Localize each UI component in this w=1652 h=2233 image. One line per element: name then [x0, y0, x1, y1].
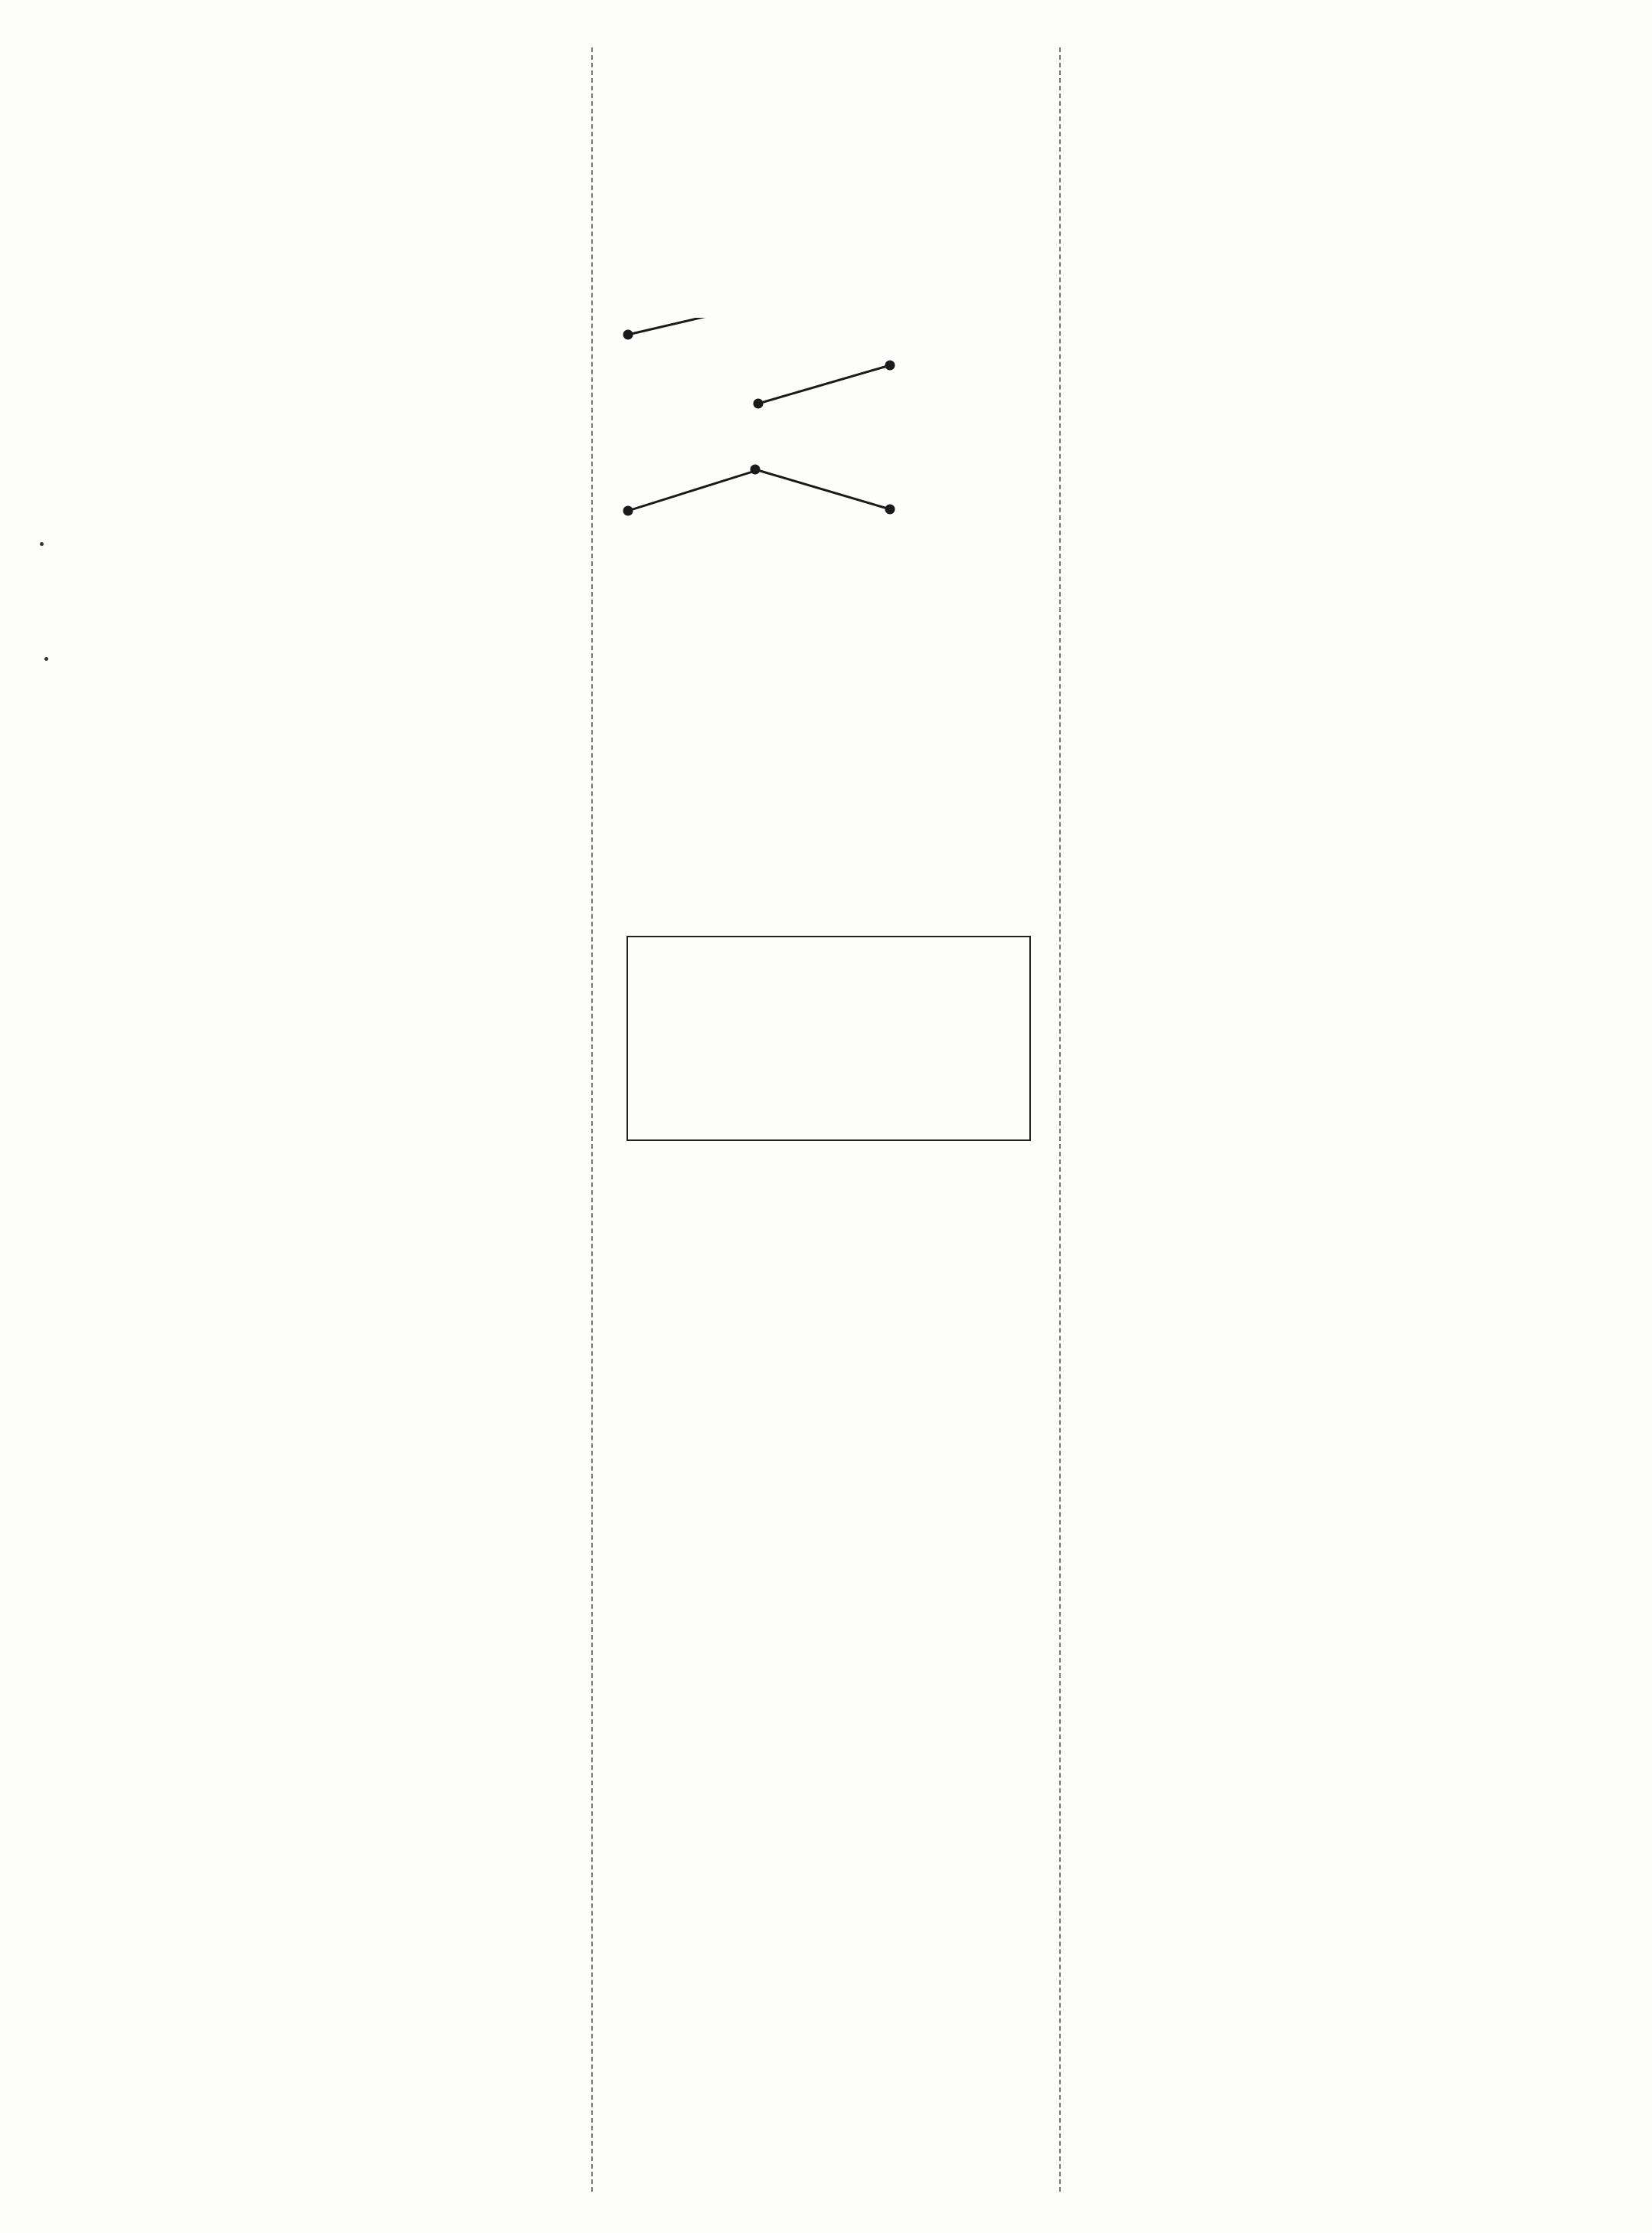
match-dot [754, 400, 762, 407]
match-line [758, 365, 890, 404]
scan-speck [40, 542, 44, 546]
match-dot [624, 507, 632, 515]
match-dot [886, 505, 894, 513]
scan-speck [44, 657, 48, 661]
match-line [755, 469, 890, 509]
matching-exercise-space [605, 52, 1051, 270]
notice-box [626, 936, 1031, 1141]
match-dot [624, 331, 632, 338]
match-dot [751, 466, 759, 473]
match-line [628, 469, 760, 511]
column-divider-left [591, 47, 593, 2192]
matching-lines-figure [619, 318, 925, 525]
match-line [628, 318, 766, 335]
match-dot [886, 361, 894, 369]
column-divider-right [1059, 47, 1061, 2192]
